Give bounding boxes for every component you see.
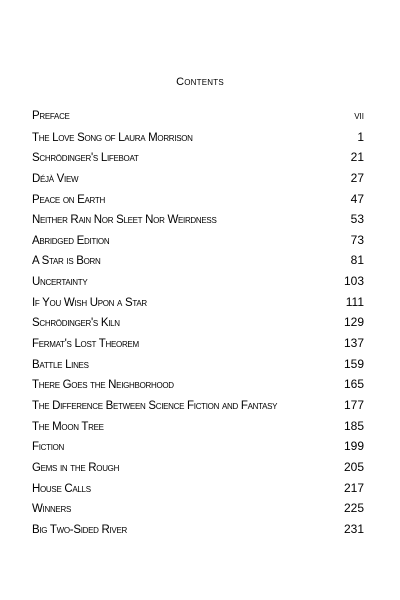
toc-entry-title: Uncertainty: [32, 276, 88, 289]
toc-entry-page: 231: [343, 521, 364, 536]
toc-entry-title: Fiction: [32, 441, 65, 454]
toc-entry-page: 159: [343, 356, 364, 371]
toc-entry: [32, 230, 364, 251]
toc-entry: [32, 292, 364, 313]
toc-entry-page: 27: [350, 170, 364, 185]
toc-entry-page: 53: [350, 212, 364, 227]
toc-entry: [32, 271, 364, 292]
toc-entry-title: Déjà View: [32, 172, 79, 185]
toc-entry-title: Gems in the Rough: [32, 461, 120, 474]
toc-entry: [32, 312, 364, 333]
toc-entry-title: Battle Lines: [32, 358, 89, 371]
toc-entry: [32, 189, 364, 210]
toc-entry-page: 137: [343, 336, 364, 351]
toc-entry-page: 199: [343, 439, 364, 454]
toc-entry-page: 21: [350, 150, 364, 165]
toc-entry-title: Fermat's Lost Theorem: [32, 338, 139, 351]
toc-entry-title: Preface: [32, 110, 70, 122]
toc-entry-title: There Goes the Neighborhood: [32, 379, 174, 392]
toc-entry-title: House Calls: [32, 482, 91, 495]
table-of-contents: [32, 106, 364, 539]
toc-entry: [32, 436, 364, 457]
toc-entry-title: Winners: [32, 503, 71, 516]
toc-entry-title: Neither Rain Nor Sleet Nor Weirdness: [32, 214, 217, 227]
toc-entry: [32, 457, 364, 478]
toc-entry: [32, 209, 364, 230]
toc-entry-page: 111: [345, 294, 364, 309]
toc-entry-title: Abridged Edition: [32, 234, 110, 247]
toc-entry: [32, 519, 364, 540]
toc-entry-page: 165: [343, 377, 364, 392]
toc-entry-page: 47: [350, 191, 364, 206]
toc-entry: [32, 333, 364, 354]
toc-entry-title: A Star is Born: [32, 255, 101, 268]
toc-entry: [32, 395, 364, 416]
toc-entry: [32, 147, 364, 168]
toc-entry-page: 185: [343, 418, 364, 433]
toc-entry-title: Schrödinger's Kiln: [32, 317, 120, 330]
toc-entry-page: vii: [354, 110, 364, 122]
toc-entry: [32, 374, 364, 395]
page-title: Contents: [176, 76, 224, 88]
toc-entry: [32, 106, 364, 127]
toc-entry-title: Big Two-Sided River: [32, 523, 127, 536]
toc-entry-page: 103: [343, 274, 364, 289]
toc-entry-title: The Moon Tree: [32, 420, 104, 433]
toc-entry-title: Schrödinger's Lifeboat: [32, 152, 139, 165]
toc-entry-title: The Difference Between Science Fiction and Fantasy: [32, 399, 278, 412]
toc-entry: [32, 127, 364, 148]
toc-entry: [32, 478, 364, 499]
toc-entry-page: 129: [343, 315, 364, 330]
toc-entry: [32, 498, 364, 519]
toc-entry-page: 73: [350, 232, 364, 247]
toc-entry-page: 225: [343, 501, 364, 516]
toc-entry-page: 177: [343, 397, 364, 412]
toc-entry-page: 1: [357, 129, 364, 144]
toc-entry: [32, 354, 364, 375]
toc-entry: [32, 416, 364, 437]
toc-entry: [32, 250, 364, 271]
toc-entry: [32, 168, 364, 189]
toc-entry-page: 217: [343, 480, 364, 495]
toc-entry-title: Peace on Earth: [32, 193, 105, 206]
toc-entry-title: The Love Song of Laura Morrison: [32, 131, 193, 144]
toc-entry-title: If You Wish Upon a Star: [32, 296, 147, 309]
toc-entry-page: 81: [350, 253, 364, 268]
toc-entry-page: 205: [343, 459, 364, 474]
